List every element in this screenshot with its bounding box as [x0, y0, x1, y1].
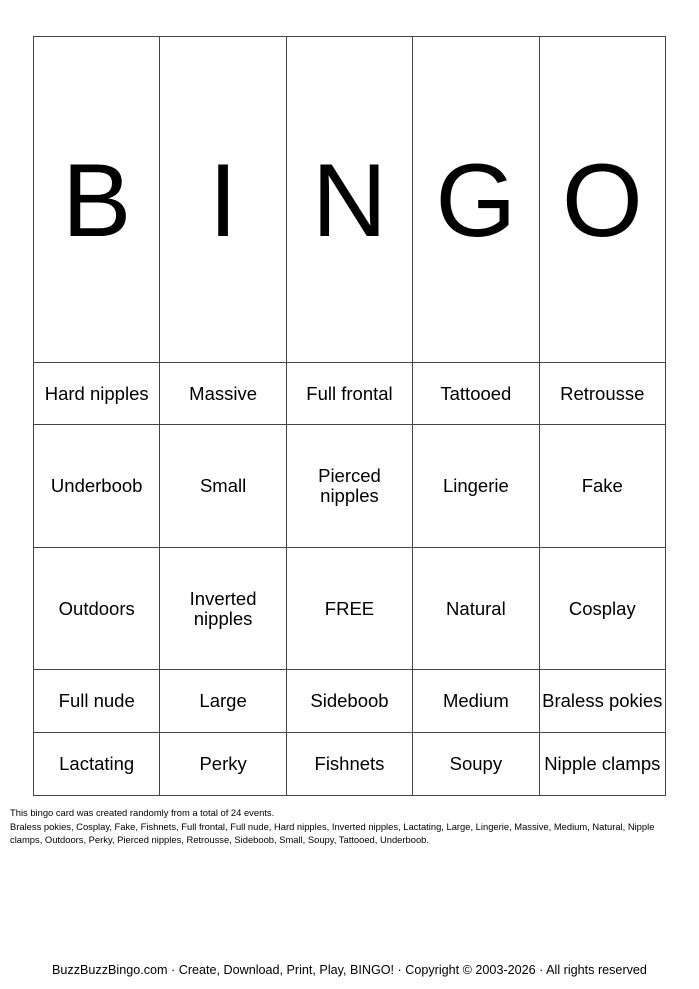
free-space-cell: FREE — [286, 547, 412, 670]
bingo-cell: Fishnets — [286, 733, 412, 796]
note-summary: This bingo card was created randomly from a total of 24 events. — [10, 807, 275, 818]
bingo-cell: Hard nipples — [34, 362, 160, 425]
note-event-list: Braless pokies, Cosplay, Fake, Fishnets, Full frontal, Full nude, Hard nipples, Inverted nipples, Lactating, Large, Lingerie, Massive, Medium, Natural, Nipple clamps, Outdoors, Perky, Pierced nipples, Retrousse, Sideboob, Small, Soupy, Tattooed, Underboob. — [10, 820, 655, 845]
bingo-card — [33, 36, 666, 796]
bingo-cell: Sideboob — [286, 670, 412, 733]
card-note — [10, 806, 670, 847]
card-row-2 — [34, 425, 666, 548]
bingo-cell: Natural — [413, 547, 539, 670]
bingo-cell: Large — [160, 670, 286, 733]
header-letter-b: B — [34, 37, 160, 363]
card-row-5 — [34, 733, 666, 796]
bingo-cell: Soupy — [413, 733, 539, 796]
bingo-cell: Inverted nipples — [160, 547, 286, 670]
bingo-cell: Medium — [413, 670, 539, 733]
bingo-cell: Lingerie — [413, 425, 539, 548]
header-letter-n: N — [286, 37, 412, 363]
page-footer: BuzzBuzzBingo.com · Create, Download, Print, Play, BINGO! · Copyright © 2003-2026 · All rights reserved — [52, 963, 647, 977]
bingo-cell: Pierced nipples — [286, 425, 412, 548]
header-letter-o: O — [539, 37, 665, 363]
bingo-cell: Nipple clamps — [539, 733, 665, 796]
header-row — [34, 37, 666, 363]
bingo-cell: Tattooed — [413, 362, 539, 425]
bingo-cell: Braless pokies — [539, 670, 665, 733]
bingo-cell: Outdoors — [34, 547, 160, 670]
bingo-cell: Lactating — [34, 733, 160, 796]
bingo-cell: Small — [160, 425, 286, 548]
card-row-1 — [34, 362, 666, 425]
bingo-cell: Full frontal — [286, 362, 412, 425]
bingo-cell: Perky — [160, 733, 286, 796]
card-row-3 — [34, 547, 666, 670]
bingo-cell: Fake — [539, 425, 665, 548]
bingo-cell: Massive — [160, 362, 286, 425]
header-letter-g: G — [413, 37, 539, 363]
bingo-cell: Cosplay — [539, 547, 665, 670]
bingo-cell: Full nude — [34, 670, 160, 733]
bingo-cell: Underboob — [34, 425, 160, 548]
header-letter-i: I — [160, 37, 286, 363]
card-row-4 — [34, 670, 666, 733]
bingo-cell: Retrousse — [539, 362, 665, 425]
